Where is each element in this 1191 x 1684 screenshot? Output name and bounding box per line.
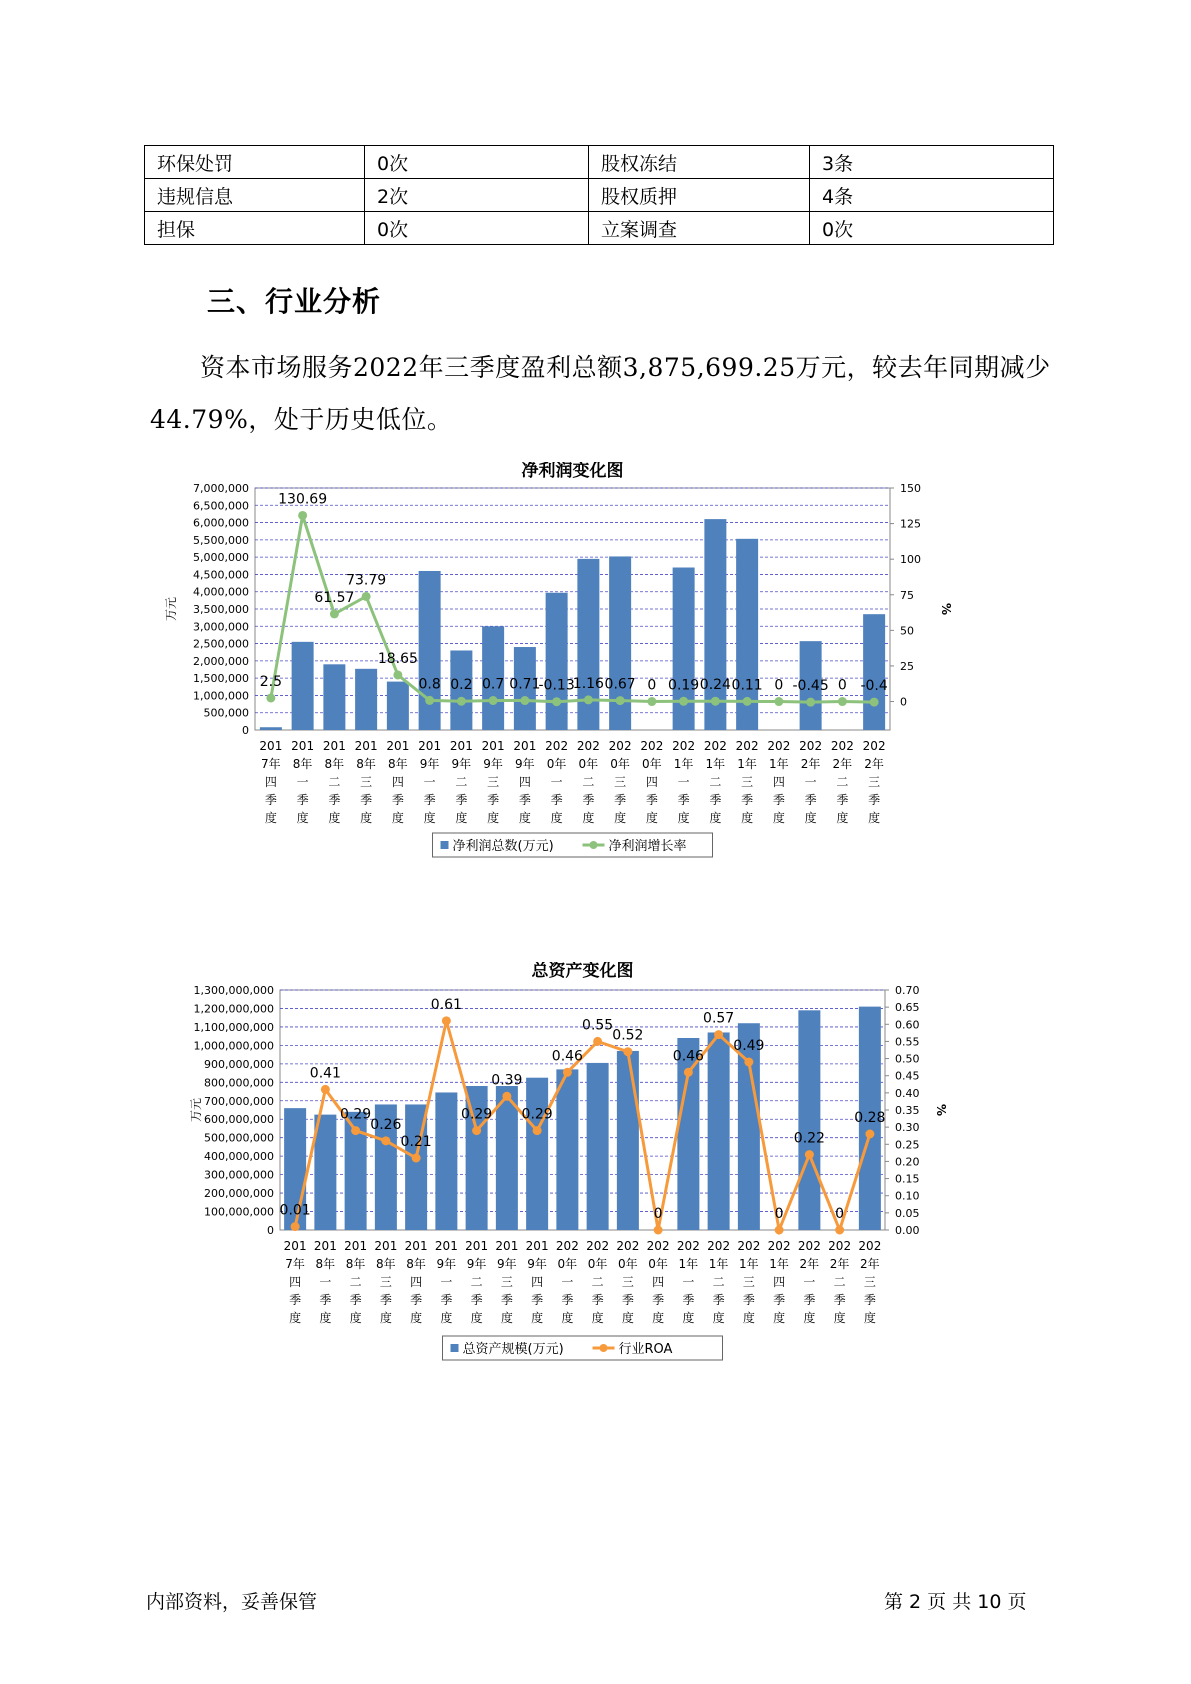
y-tick-label: 1,000,000,000 [193, 1039, 274, 1053]
line-point [623, 1047, 632, 1056]
data-label: 0.29 [461, 1106, 493, 1123]
data-label: 0 [647, 677, 657, 694]
y-axis-label: 万元 [164, 596, 178, 622]
line-point [744, 1058, 753, 1067]
y2-tick-label: 75 [900, 588, 914, 602]
data-label: 0.52 [612, 1027, 644, 1044]
y-tick-label: 400,000,000 [204, 1150, 274, 1164]
x-tick-label: 201 8年四季度 [404, 1239, 428, 1325]
data-label: 61.57 [314, 589, 355, 606]
legend-label: 净利润总数(万元) [452, 839, 554, 854]
data-label: 0.11 [731, 677, 763, 694]
x-tick-label: 201 8年二季度 [322, 739, 346, 825]
x-tick-label: 201 9年三季度 [481, 739, 505, 825]
line-point [563, 1068, 572, 1077]
table-row [145, 146, 1054, 179]
y2-tick-label: 0.55 [895, 1035, 920, 1049]
legend-label: 行业ROA [618, 1342, 673, 1357]
y-tick-label: 800,000,000 [204, 1076, 274, 1090]
table-cell: 2次 [365, 179, 589, 212]
legend-line-marker [590, 841, 598, 849]
y-tick-label: 1,100,000,000 [193, 1020, 274, 1034]
bar [314, 1115, 336, 1230]
x-tick-label: 201 8年三季度 [354, 739, 378, 825]
table-cell: 0次 [810, 212, 1054, 245]
line-point [865, 1130, 874, 1139]
y-tick-label: 700,000,000 [204, 1094, 274, 1108]
bar [556, 1069, 578, 1230]
data-label: 18.65 [377, 650, 418, 667]
bar [526, 1078, 548, 1230]
y-tick-label: 1,300,000,000 [193, 984, 274, 997]
y2-tick-label: 125 [900, 517, 921, 531]
line-point [291, 1222, 300, 1231]
y-tick-label: 7,000,000 [193, 482, 249, 495]
chart-body [189, 984, 948, 1360]
data-label: 0 [774, 1206, 784, 1222]
x-tick-label: 201 9年四季度 [525, 1239, 549, 1325]
y2-tick-label: 100 [900, 553, 921, 567]
table-cell: 环保处罚 [145, 146, 365, 179]
x-tick-label: 201 9年一季度 [418, 739, 442, 825]
y2-tick-label: 50 [900, 624, 914, 638]
bar [708, 1032, 730, 1230]
y2-tick-label: 0.65 [895, 1001, 920, 1015]
data-label: -0.13 [538, 677, 575, 694]
y2-tick-label: 0.45 [895, 1069, 920, 1083]
analysis-paragraph: 资本市场服务2022年三季度盈利总额3,875,699.25万元，较去年同期减少44.79%，处于历史低位。 [150, 353, 1051, 434]
y2-tick-label: 0.40 [895, 1086, 920, 1100]
data-label: 0 [835, 1206, 845, 1222]
y2-tick-label: 0.70 [895, 984, 920, 997]
y-tick-label: 1,500,000 [193, 672, 249, 686]
table-cell: 股权冻结 [589, 146, 810, 179]
y-tick-label: 0 [267, 1224, 274, 1237]
y2-tick-label: 0.50 [895, 1052, 920, 1066]
data-label: -0.45 [792, 678, 829, 695]
x-tick-label: 202 2年一季度 [799, 739, 823, 825]
y-tick-label: 500,000 [203, 706, 249, 720]
y2-tick-label: 150 [900, 482, 921, 495]
y-tick-label: 1,000,000 [193, 689, 249, 703]
legend-bar-swatch [441, 841, 449, 849]
y-tick-label: 600,000,000 [204, 1113, 274, 1127]
bar [496, 1086, 518, 1230]
line-point [533, 1126, 542, 1135]
y-tick-label: 6,500,000 [193, 499, 249, 513]
bar [419, 571, 441, 730]
y-tick-label: 1,200,000,000 [193, 1002, 274, 1016]
x-tick-label: 202 2年二季度 [830, 739, 854, 825]
line-point [351, 1126, 360, 1135]
x-tick-label: 202 0年一季度 [555, 1239, 579, 1325]
line-point [584, 695, 593, 704]
legend-line-marker [600, 1344, 608, 1352]
table-cell: 0次 [365, 212, 589, 245]
line-point [298, 511, 307, 520]
data-label: 0.29 [521, 1106, 553, 1123]
bar [546, 593, 568, 730]
x-tick-label: 201 9年三季度 [495, 1239, 519, 1325]
bar [323, 664, 345, 730]
x-tick-label: 202 0年四季度 [646, 1239, 670, 1325]
chart-title: 总资产变化图 [531, 962, 634, 981]
y-axis-label: 万元 [189, 1097, 203, 1123]
bar [435, 1092, 457, 1230]
x-tick-label: 202 0年一季度 [545, 739, 569, 825]
data-label: 0.57 [703, 1010, 735, 1027]
data-label: 0.19 [668, 677, 700, 694]
x-tick-label: 201 8年一季度 [291, 739, 315, 825]
line-point [679, 697, 688, 706]
data-label: 0 [774, 677, 784, 694]
data-label: 0.01 [279, 1202, 311, 1219]
y2-tick-label: 0.00 [895, 1224, 920, 1237]
data-label: 0.46 [551, 1048, 583, 1065]
x-tick-label: 201 9年一季度 [434, 1239, 458, 1325]
net-profit-chart [140, 462, 1020, 922]
y-tick-label: 5,500,000 [193, 533, 249, 547]
data-label: 0.7 [481, 676, 505, 693]
x-tick-label: 202 1年一季度 [672, 739, 696, 825]
legend [443, 1336, 723, 1360]
line-point [774, 697, 783, 706]
bar [617, 1051, 639, 1230]
data-label: 0.26 [370, 1116, 402, 1133]
line-point [412, 1154, 421, 1163]
data-label: 2.5 [259, 673, 283, 690]
line-point [393, 670, 402, 679]
y2-tick-label: 25 [900, 659, 914, 673]
line-point [330, 609, 339, 618]
line-point [442, 1016, 451, 1025]
line-point [266, 693, 275, 702]
table-row [145, 212, 1054, 245]
line-point [321, 1085, 330, 1094]
table-cell: 4条 [810, 179, 1054, 212]
data-label: 73.79 [346, 572, 387, 589]
line-point [472, 1126, 481, 1135]
data-label: -0.4 [860, 678, 888, 695]
x-tick-label: 201 8年二季度 [344, 1239, 368, 1325]
table-cell: 立案调查 [589, 212, 810, 245]
bar [587, 1063, 609, 1230]
y2-tick-label: 0.05 [895, 1206, 920, 1220]
x-tick-label: 202 1年四季度 [767, 739, 791, 825]
data-label: 0 [653, 1206, 663, 1222]
line-point [425, 696, 434, 705]
line-point [593, 1037, 602, 1046]
data-label: 0.29 [340, 1106, 372, 1123]
y-tick-label: 900,000,000 [204, 1057, 274, 1071]
line-point [711, 697, 720, 706]
data-label: 0.41 [309, 1065, 341, 1082]
data-label: 1.16 [572, 675, 604, 692]
table-row [145, 179, 1054, 212]
x-tick-label: 202 1年二季度 [703, 739, 727, 825]
line-point [489, 696, 498, 705]
line-point [838, 697, 847, 706]
x-tick-label: 201 9年二季度 [465, 1239, 489, 1325]
x-tick-label: 201 7年四季度 [283, 1239, 307, 1325]
y-tick-label: 4,000,000 [193, 585, 249, 599]
x-tick-label: 201 8年四季度 [386, 739, 410, 825]
y2-tick-label: 0.30 [895, 1121, 920, 1135]
line-point [457, 697, 466, 706]
table-cell: 3条 [810, 146, 1054, 179]
data-label: 0.24 [699, 677, 731, 694]
chart-body [164, 482, 953, 857]
x-tick-label: 202 1年三季度 [735, 739, 759, 825]
x-tick-label: 201 7年四季度 [259, 739, 283, 825]
data-label: 0.49 [733, 1038, 765, 1054]
y-tick-label: 4,500,000 [193, 568, 249, 582]
line-point [502, 1092, 511, 1101]
table-cell: 股权质押 [589, 179, 810, 212]
x-tick-label: 202 0年三季度 [616, 1239, 640, 1325]
bar [355, 669, 377, 730]
total-assets-chart [140, 962, 1020, 1432]
data-label: 130.69 [278, 491, 328, 508]
x-tick-label: 202 1年三季度 [737, 1239, 761, 1325]
y2-tick-label: 0.25 [895, 1138, 920, 1152]
data-label: 0.46 [672, 1048, 704, 1065]
x-tick-label: 202 0年四季度 [640, 739, 664, 825]
data-label: 0 [837, 677, 847, 694]
table-cell: 违规信息 [145, 179, 365, 212]
y2-axis-label: % [939, 602, 953, 616]
data-label: 0.61 [430, 996, 462, 1013]
y-tick-label: 5,000,000 [193, 551, 249, 565]
table-cell: 担保 [145, 212, 365, 245]
y2-tick-label: 0.60 [895, 1018, 920, 1032]
x-tick-label: 202 2年三季度 [862, 739, 886, 825]
data-label: 0.22 [793, 1130, 825, 1147]
y-tick-label: 3,000,000 [193, 620, 249, 634]
table-cell: 0次 [365, 146, 589, 179]
data-label: 0.2 [450, 677, 473, 694]
bar [677, 1038, 699, 1230]
line-point [835, 1226, 844, 1235]
legend-label: 净利润增长率 [608, 839, 687, 854]
y-tick-label: 2,000,000 [193, 654, 249, 668]
x-tick-label: 202 0年二季度 [576, 739, 600, 825]
line-point [806, 698, 815, 707]
data-label: 0.71 [509, 676, 541, 693]
line-point [775, 1226, 784, 1235]
y2-tick-label: 0.20 [895, 1155, 920, 1169]
x-tick-label: 202 2年一季度 [797, 1239, 821, 1325]
y-tick-label: 100,000,000 [204, 1205, 274, 1219]
x-tick-label: 202 1年二季度 [707, 1239, 731, 1325]
line-point [654, 1226, 663, 1235]
bar [387, 682, 409, 730]
y2-axis-label: % [934, 1103, 948, 1117]
y-tick-label: 0 [242, 724, 249, 737]
y-tick-label: 3,500,000 [193, 603, 249, 616]
data-label: 0.55 [582, 1017, 614, 1034]
x-tick-label: 202 1年一季度 [676, 1239, 700, 1325]
bar [863, 614, 885, 730]
line-point [381, 1136, 390, 1145]
x-tick-label: 202 2年三季度 [858, 1239, 882, 1325]
y2-tick-label: 0 [900, 695, 907, 709]
line-point [647, 697, 656, 706]
bar [292, 642, 314, 730]
line-point [552, 697, 561, 706]
x-tick-label: 202 2年二季度 [828, 1239, 852, 1325]
y-tick-label: 200,000,000 [204, 1187, 274, 1201]
data-label: 0.8 [418, 676, 441, 693]
data-label: 0.39 [491, 1072, 523, 1089]
x-tick-label: 201 9年四季度 [513, 739, 537, 825]
line-point [714, 1030, 723, 1039]
y-tick-label: 300,000,000 [204, 1168, 274, 1182]
line-point [684, 1068, 693, 1077]
bar [260, 727, 282, 730]
risk-info-table [144, 145, 1054, 245]
line-point [616, 696, 625, 705]
y-tick-label: 500,000,000 [204, 1131, 274, 1145]
line-point [520, 696, 529, 705]
footer-confidential: 内部资料，妥善保管 [146, 1591, 318, 1613]
page-number: 第 2 页 共 10 页 [884, 1591, 1027, 1613]
x-tick-label: 202 0年三季度 [608, 739, 632, 825]
x-tick-label: 202 1年四季度 [767, 1239, 791, 1325]
x-tick-label: 201 8年三季度 [374, 1239, 398, 1325]
line-point [743, 697, 752, 706]
legend-bar-swatch [451, 1344, 459, 1352]
data-label: 0.67 [604, 676, 636, 693]
x-tick-label: 201 9年二季度 [449, 739, 473, 825]
bar [798, 1010, 820, 1230]
data-label: 0.21 [400, 1134, 432, 1150]
y2-tick-label: 0.10 [895, 1189, 920, 1203]
line-point [805, 1150, 814, 1159]
y-tick-label: 6,000,000 [193, 516, 249, 530]
legend-label: 总资产规模(万元) [462, 1342, 564, 1357]
y2-tick-label: 0.15 [895, 1172, 920, 1186]
chart-title: 净利润变化图 [521, 462, 624, 481]
legend [433, 833, 713, 857]
y-tick-label: 2,500,000 [193, 637, 249, 651]
y2-tick-label: 0.35 [895, 1104, 920, 1117]
section-heading: 三、行业分析 [207, 285, 382, 318]
line-point [362, 592, 371, 601]
line-point [870, 698, 879, 707]
x-tick-label: 202 0年二季度 [586, 1239, 610, 1325]
x-tick-label: 201 8年一季度 [313, 1239, 337, 1325]
data-label: 0.28 [854, 1110, 886, 1126]
